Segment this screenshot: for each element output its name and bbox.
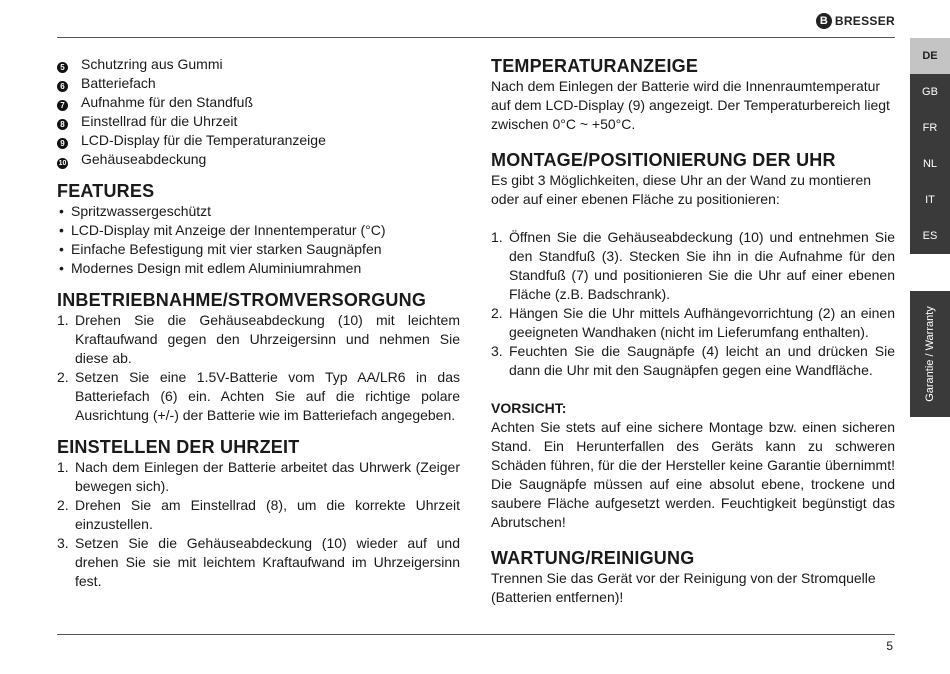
- list-item: 2. Setzen Sie eine 1.5V-Batterie vom Typ AA/LR6 in das Batteriefach (6) ein. Achten Sie auf die richtige polare Ausrichtung (+/-) der Batterie wie im Batteriefach angegeben.: [57, 369, 460, 423]
- list-item: 1. Nach dem Einlegen der Batterie arbeitet das Uhrwerk (Zeiger bewegen sich).: [57, 459, 460, 494]
- step-text: Drehen Sie die Gehäuseabdeckung (10) mit leichtem Kraftaufwand gegen den Uhrzeigersinn und nehmen Sie diese ab.: [75, 312, 460, 366]
- tab-es[interactable]: ES: [910, 218, 950, 254]
- list-item: 2. Drehen Sie am Einstellrad (8), um die korrekte Uhrzeit einzustellen.: [57, 497, 460, 532]
- list-item: • LCD-Display mit Anzeige der Innentemperatur (°C): [57, 221, 460, 240]
- number-badge: 7: [57, 100, 68, 111]
- list-item: 2. Hängen Sie die Uhr mittels Aufhängevorrichtung (2) an einen geeigneten Wandhaken (nicht im Lieferumfang enthalten).: [491, 305, 895, 340]
- tab-fr[interactable]: FR: [910, 110, 950, 146]
- step-text: Feuchten Sie die Saugnäpfe (4) leicht an und drücken Sie dann die Uhr mit den Saugnäpfen gegen eine Wandfläche.: [509, 343, 895, 378]
- part-label: LCD-Display für die Temperaturanzeige: [81, 132, 326, 148]
- tab-de[interactable]: DE: [910, 38, 950, 74]
- number-badge: 6: [57, 81, 68, 92]
- part-label: Gehäuseabdeckung: [81, 151, 207, 167]
- list-item: [57, 55, 460, 74]
- part-label: Einstellrad für die Uhrzeit: [81, 113, 238, 129]
- list-item: 3. Setzen Sie die Gehäuseabdeckung (10) wieder auf und drehen Sie sie mit leichtem Kraftaufwand im Uhrzeigersinn fest.: [57, 535, 460, 589]
- parts-list: [57, 55, 460, 169]
- tab-warranty[interactable]: [910, 291, 950, 417]
- bresser-logo-icon: B: [816, 13, 832, 29]
- inbetriebnahme-steps: [57, 311, 460, 425]
- language-tabs: [910, 38, 950, 417]
- list-item: • Modernes Design mit edlem Aluminiumrahmen: [57, 259, 460, 278]
- wartung-text: Trennen Sie das Gerät vor der Reinigung von der Stromquelle (Batterien entfernen)!: [491, 570, 876, 605]
- tab-it[interactable]: IT: [910, 182, 950, 218]
- step-text: Öffnen Sie die Gehäuseabdeckung (10) und entnehmen Sie den Standfuß (3). Stecken Sie ihn in die Aufnahme für den Standfuß (7) und positionieren Sie die Uhr auf einer ebenen Fläche (z.B. Badschrank).: [509, 229, 895, 302]
- uhrzeit-heading: EINSTELLEN DER UHRZEIT: [57, 437, 300, 457]
- header-rule: [57, 37, 895, 38]
- right-column: [491, 55, 895, 607]
- page-number: 5: [886, 639, 893, 653]
- step-text: Hängen Sie die Uhr mittels Aufhängevorrichtung (2) an einen geeigneten Wandhaken (nicht im Lieferumfang enthalten).: [509, 305, 895, 340]
- vorsicht-text: Achten Sie stets auf eine sichere Montage bzw. einen sicheren Stand. Ein Herunterfallen des Geräts kann zu schweren Schäden führen, für die der Hersteller keine Garantie übernimmt! Die Saugnäpfe müssen auf eine absolut ebene, trockene und saubere Fläche aufgesetzt werden. Feuchtigkeit begünstigt das Abrutschen!: [491, 419, 895, 530]
- tab-gb[interactable]: GB: [910, 74, 950, 110]
- warranty-tab-label: Garantie / Warranty: [924, 306, 936, 402]
- list-item: [57, 112, 460, 131]
- list-item: [57, 93, 460, 112]
- tab-spacer: [910, 254, 950, 291]
- wartung-heading: WARTUNG/REINIGUNG: [491, 548, 695, 568]
- step-text: Nach dem Einlegen der Batterie arbeitet das Uhrwerk (Zeiger bewegen sich).: [75, 459, 460, 494]
- part-label: Schutzring aus Gummi: [81, 56, 223, 72]
- list-item: [57, 131, 460, 150]
- left-column: [57, 55, 460, 591]
- number-badge: 10: [58, 160, 67, 167]
- number-badge: 9: [57, 138, 68, 149]
- list-item: [57, 150, 460, 169]
- tab-nl[interactable]: NL: [910, 146, 950, 182]
- step-text: Setzen Sie die Gehäuseabdeckung (10) wieder auf und drehen Sie sie mit leichtem Kraftaufwand im Uhrzeigersinn fest.: [75, 535, 460, 589]
- montage-steps: [491, 228, 895, 380]
- part-label: Batteriefach: [81, 75, 156, 91]
- temperatur-text: Nach dem Einlegen der Batterie wird die Innenraumtemperatur auf dem LCD-Display (9) angezeigt. Der Temperaturbereich liegt zwischen 0°C ~ +50°C.: [491, 78, 890, 132]
- list-item: • Einfache Befestigung mit vier starken Saugnäpfen: [57, 240, 460, 259]
- montage-heading: MONTAGE/POSITIONIERUNG DER UHR: [491, 150, 836, 170]
- list-item: 1. Öffnen Sie die Gehäuseabdeckung (10) und entnehmen Sie den Standfuß (3). Stecken Sie ihn in die Aufnahme für den Standfuß (7) und positionieren Sie die Uhr auf einer ebenen Fläche (z.B. Badschrank).: [491, 229, 895, 302]
- vorsicht-heading: VORSICHT:: [491, 400, 567, 416]
- list-item: 1. Drehen Sie die Gehäuseabdeckung (10) mit leichtem Kraftaufwand gegen den Uhrzeigersinn und nehmen Sie diese ab.: [57, 312, 460, 366]
- uhrzeit-steps: [57, 458, 460, 591]
- list-item: • Spritzwassergeschützt: [57, 202, 460, 221]
- list-item: 3. Feuchten Sie die Saugnäpfe (4) leicht an und drücken Sie dann die Uhr mit den Saugnäpfen gegen eine Wandfläche.: [491, 343, 895, 378]
- step-text: Setzen Sie eine 1.5V-Batterie vom Typ AA/LR6 in das Batteriefach (6) ein. Achten Sie auf die richtige polare Ausrichtung (+/-) der Batterie wie im Batteriefach angegeben.: [75, 369, 460, 423]
- features-heading: FEATURES: [57, 181, 155, 201]
- features-list: [57, 202, 460, 278]
- step-text: Drehen Sie am Einstellrad (8), um die korrekte Uhrzeit einzustellen.: [75, 497, 460, 532]
- footer-rule: [57, 634, 895, 635]
- list-item: [57, 74, 460, 93]
- brand-logo: [816, 13, 895, 29]
- number-badge: 8: [57, 119, 68, 130]
- part-label: Aufnahme für den Standfuß: [81, 94, 253, 110]
- inbetriebnahme-heading: INBETRIEBNAHME/STROMVERSORGUNG: [57, 290, 427, 310]
- montage-intro: Es gibt 3 Möglichkeiten, diese Uhr an der Wand zu montieren oder auf einer ebenen Fläche zu positionieren:: [491, 172, 872, 207]
- number-badge: 5: [57, 62, 68, 73]
- temperatur-heading: TEMPERATURANZEIGE: [491, 56, 699, 76]
- brand-name: BRESSER: [834, 14, 895, 28]
